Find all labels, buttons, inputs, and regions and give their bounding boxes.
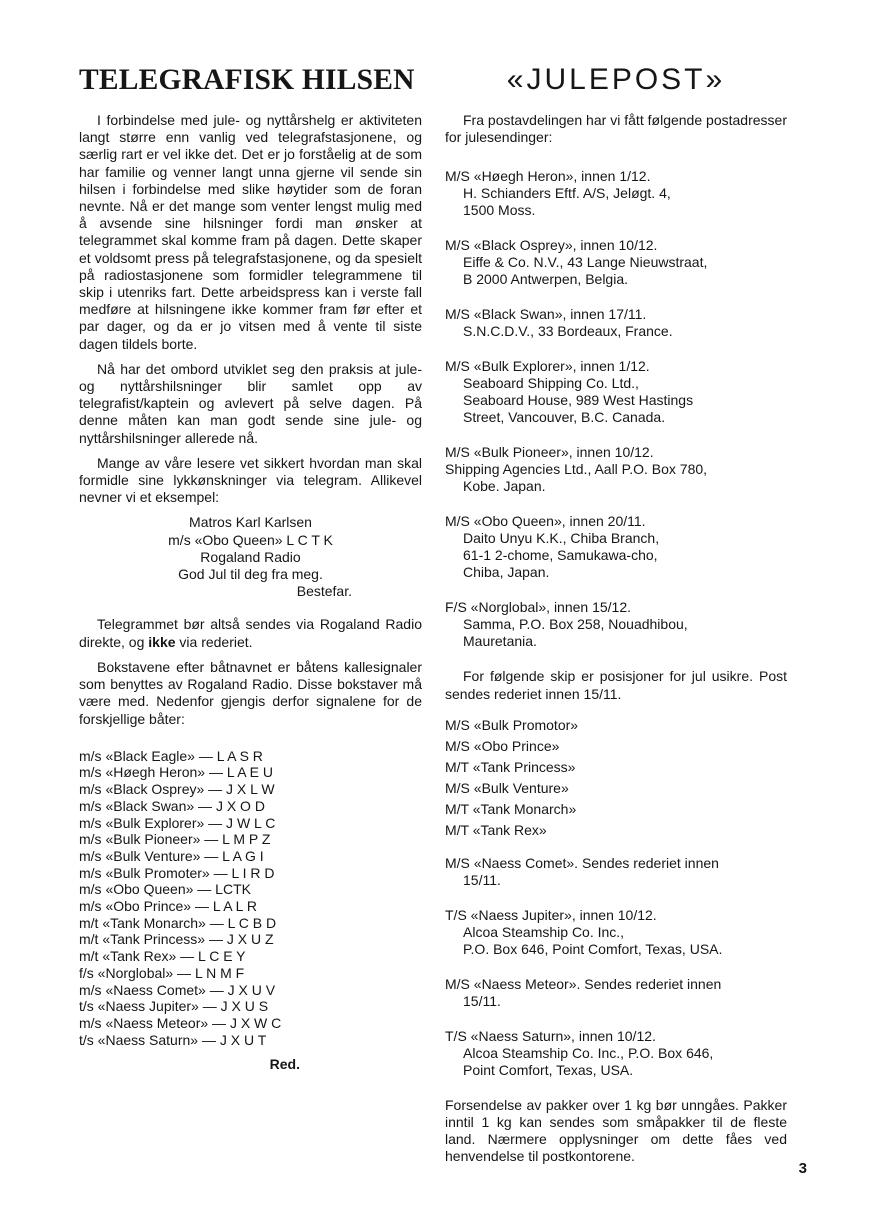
address-line: Daito Unyu K.K., Chiba Branch, (463, 530, 660, 547)
address-line: Seaboard Shipping Co. Ltd., (463, 375, 639, 392)
unsure-ship-item: M/T «Tank Rex» (445, 821, 547, 838)
editor-signoff: Red. (269, 1056, 300, 1073)
address-line: Alcoa Steamship Co. Inc., P.O. Box 646, (463, 1044, 714, 1061)
address-block (445, 907, 787, 958)
example-line: m/s «Obo Queen» L C T K (168, 531, 333, 548)
address-block (445, 237, 787, 288)
address-line: Samma, P.O. Box 258, Nouadhibou, (463, 616, 688, 633)
julepost-article-title: «JULEPOST» (506, 63, 726, 96)
send-note (79, 616, 422, 650)
address-block (445, 513, 787, 581)
telegram-paragraph: Mange av våre lesere vet sikkert hvordan man skal formidle sine lykkønskninger via telegram. Allikevel nevner vi et eksempel: (79, 454, 422, 506)
callsign-item: m/s «Bulk Explorer» — J W L C (79, 814, 276, 831)
address-block (445, 1028, 787, 1079)
address-block (445, 855, 787, 889)
callsign-item: m/s «Naess Meteor» — J X W C (79, 1014, 282, 1031)
address-line: Eiffe & Co. N.V., 43 Lange Nieuwstraat, (463, 254, 708, 271)
address-block (445, 168, 787, 219)
address-block (445, 976, 787, 1010)
address-line: Alcoa Steamship Co. Inc., (463, 923, 625, 940)
address-line: Mauretania. (463, 633, 537, 650)
telegram-article-title: TELEGRAFISK HILSEN (79, 64, 415, 96)
callsign-item: f/s «Norglobal» — L N M F (79, 964, 245, 981)
address-block (445, 358, 787, 426)
closing-paragraph: Forsendelse av pakker over 1 kg bør unngåes. Pakker inntil 1 kg kan sendes som småpakker til de fleste land. Nærmere opplysninger om dette fåes ved henvendelse til postkontorene. (445, 1096, 787, 1165)
telegram-example (79, 514, 422, 600)
callsign-item: m/s «Black Swan» — J X O D (79, 797, 265, 814)
send-note-text: Telegrammet bør altså sendes via Rogaland Radio direkte, og (79, 616, 422, 650)
unsure-ship-item: M/S «Obo Prince» (445, 737, 560, 754)
address-ship: T/S «Naess Saturn», innen 10/12. (445, 1027, 656, 1044)
address-line: Street, Vancouver, B.C. Canada. (463, 409, 666, 426)
unsure-note: For følgende skip er posisjoner for jul usikre. Post sendes rederiet innen 15/11. (445, 668, 787, 702)
address-ship: M/S «Black Swan», innen 17/11. (445, 306, 647, 323)
callsign-item: t/s «Naess Saturn» — J X U T (79, 1031, 267, 1048)
callsign-item: m/t «Tank Rex» — L C E Y (79, 948, 246, 965)
callsign-item: m/t «Tank Princess» — J X U Z (79, 931, 274, 948)
unsure-ship-list (445, 715, 787, 841)
address-list-second (445, 855, 787, 1079)
address-line: B 2000 Antwerpen, Belgia. (463, 271, 629, 288)
callsign-item: m/s «Høegh Heron» — L A E U (79, 764, 274, 781)
example-line: Matros Karl Karlsen (189, 514, 312, 531)
callsign-item: m/s «Obo Queen» — LCTK (79, 881, 251, 898)
address-line: S.N.C.D.V., 33 Bordeaux, France. (463, 323, 673, 340)
callsign-item: m/s «Bulk Pioneer» — L M P Z (79, 831, 271, 848)
address-line: Seaboard House, 989 West Hastings (463, 392, 694, 409)
example-line: God Jul til deg fra meg. (178, 566, 323, 583)
address-block (445, 306, 787, 340)
callsign-item: m/s «Black Osprey» — J X L W (79, 781, 275, 798)
address-ship: M/S «Black Osprey», innen 10/12. (445, 237, 658, 254)
telegram-paragraph: Nå har det ombord utviklet seg den praksis at jule- og nyttårshilsninger blir samlet opp av telegrafist/kaptein og avlevert på selve dagen. På denne måten kan man godt sende sine jule- og nyttårshilsninger allerede nå. (79, 360, 422, 446)
address-ship: F/S «Norglobal», innen 15/12. (445, 599, 632, 616)
callsign-item: t/s «Naess Jupiter» — J X U S (79, 998, 269, 1015)
address-ship: T/S «Naess Jupiter», innen 10/12. (445, 906, 657, 923)
example-signature: Bestefar. (296, 583, 352, 600)
address-block (445, 444, 787, 495)
address-line: P.O. Box 646, Point Comfort, Texas, USA. (463, 940, 723, 957)
left-column (79, 62, 422, 1073)
address-line: Point Comfort, Texas, USA. (463, 1061, 634, 1078)
telegram-paragraph: I forbindelse med jule- og nyttårshelg er aktiviteten langt større enn vanlig ved telegrafstasjonene, og særlig rart er vel ikke det. Det er jo forståelig at de som har familie og venner langt unna gjerne vil sende sin hilsen i forbindelse med slike høytider som de foran nevnte. Nå er det mange som venter lengst mulig med å avsende sine hilsninger fordi man ønsker at telegrammet skal komme fram på dagen. Dette skaper et voldsomt press på telegrafstasjonene, og da spesielt på radiostasjonene som formidler telegrammene til skip i utenriks fart. Dette arbeidspress kan i verste fall medføre at hilsningene ikke kommer fram før efter et par dager, og da er jo vitsen med å vente til siste dagen tildels borte. (79, 112, 422, 352)
address-list (445, 168, 787, 650)
address-block (445, 599, 787, 650)
address-ship: M/S «Høegh Heron», innen 1/12. (445, 168, 651, 185)
address-ship: M/S «Naess Comet». Sendes rederiet innen (445, 854, 719, 871)
address-line: Shipping Agencies Ltd., Aall P.O. Box 780, (445, 461, 708, 478)
address-ship: M/S «Obo Queen», innen 20/11. (445, 513, 646, 530)
address-line: 15/11. (463, 992, 501, 1009)
unsure-ship-item: M/S «Bulk Promotor» (445, 716, 579, 733)
callsign-item: m/s «Bulk Promoter» — L I R D (79, 864, 275, 881)
right-column (445, 62, 787, 1166)
unsure-ship-item: M/S «Bulk Venture» (445, 779, 569, 796)
callsign-item: m/s «Black Eagle» — L A S R (79, 747, 263, 764)
callsign-item: m/s «Bulk Venture» — L A G I (79, 847, 264, 864)
address-ship: M/S «Naess Meteor». Sendes rederiet innen (445, 975, 722, 992)
address-line: Chiba, Japan. (463, 564, 550, 581)
unsure-ship-item: M/T «Tank Princess» (445, 758, 576, 775)
example-line: Rogaland Radio (200, 548, 301, 565)
address-line: 61-1 2-chome, Samukawa-cho, (463, 547, 658, 564)
send-note-text: via rederiet. (175, 633, 253, 650)
send-note-emphasis: ikke (148, 633, 176, 650)
unsure-ship-item: M/T «Tank Monarch» (445, 800, 577, 817)
address-ship: M/S «Bulk Explorer», innen 1/12. (445, 358, 650, 375)
callsign-list (79, 748, 422, 1049)
callsign-intro: Bokstavene efter båtnavnet er båtens kallesignaler som benyttes av Rogaland Radio. Disse bokstaver må være med. Nedenfor gjengis derfor signalene for de forskjellige båter: (79, 658, 422, 727)
address-line: H. Schianders Eftf. A/S, Jeløgt. 4, (463, 185, 671, 202)
address-line: Kobe. Japan. (463, 478, 546, 495)
callsign-item: m/s «Obo Prince» — L A L R (79, 898, 257, 915)
address-ship: M/S «Bulk Pioneer», innen 10/12. (445, 444, 654, 461)
page-number: 3 (798, 1160, 807, 1177)
address-line: 15/11. (463, 871, 501, 888)
callsign-item: m/s «Naess Comet» — J X U V (79, 981, 276, 998)
callsign-item: m/t «Tank Monarch» — L C B D (79, 914, 277, 931)
address-line: 1500 Moss. (463, 202, 536, 219)
julepost-intro: Fra postavdelingen har vi fått følgende postadresser for julesendinger: (445, 112, 787, 146)
